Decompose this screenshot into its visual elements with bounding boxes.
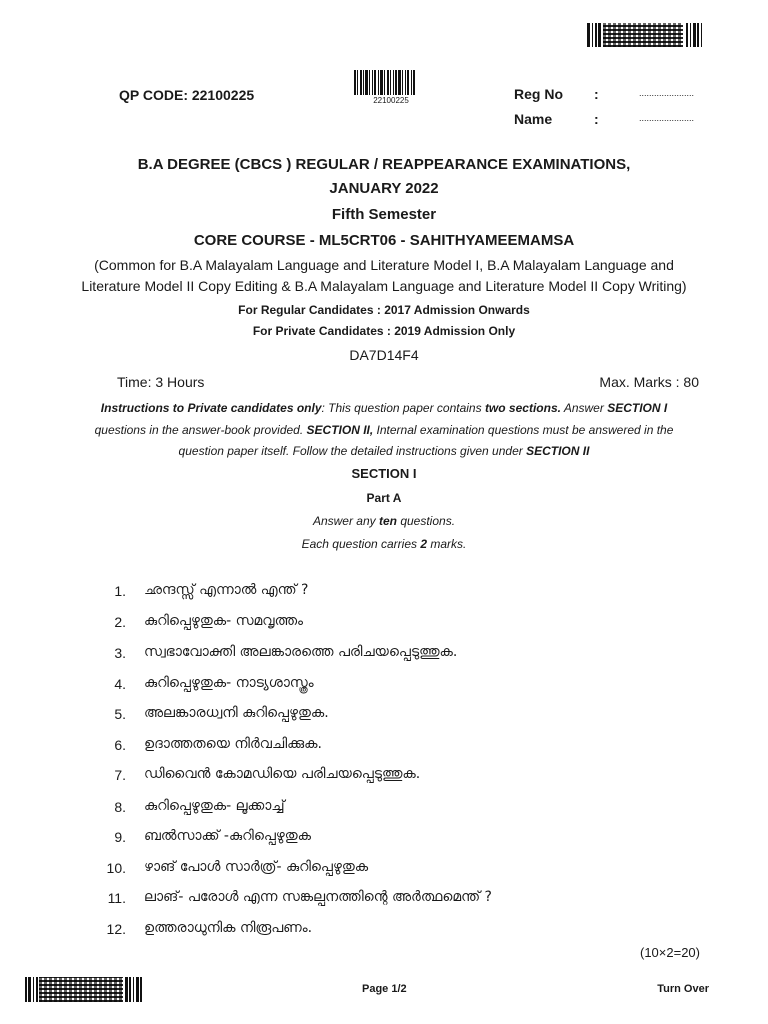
center-barcode (354, 70, 428, 95)
reg-no-field[interactable]: ...................... (639, 88, 695, 98)
common-note-line2: Literature Model II Copy Editing & B.A Malayalam Language and Literature Model II Copy Writing) (81, 278, 687, 294)
question-number: 8. (114, 799, 126, 815)
instructions-text: Internal examination questions must be answered in the (373, 423, 674, 437)
instructions-line3 (0, 444, 768, 458)
exam-title-line2: JANUARY 2022 (329, 180, 439, 197)
marks-instruction-text: marks. (427, 537, 467, 551)
question-text: ലാങ്- പരോൾ എന്ന സങ്കല്പനത്തിന്റെ അർത്ഥമെന്ത് ? (144, 889, 492, 905)
question-number: 5. (114, 706, 126, 722)
qp-code: QP CODE: 22100225 (119, 87, 255, 103)
question-text: അലങ്കാരധ്വനി കുറിപ്പെഴുതുക. (144, 705, 329, 721)
time-allowed: Time: 3 Hours (117, 374, 205, 390)
name-label: Name (514, 111, 553, 127)
marks-instruction-text: Each question carries (301, 537, 421, 551)
section-title: SECTION I (351, 466, 417, 481)
question-number: 11. (107, 890, 126, 906)
instructions-text: Answer (560, 401, 608, 415)
question-text: സ്വഭാവോക്തി അലങ്കാരത്തെ പരിചയപ്പെടുത്തുക. (144, 644, 458, 660)
max-marks: Max. Marks : 80 (599, 374, 699, 390)
marks-count: 2 (420, 537, 428, 551)
instructions-emphasis: two sections. (484, 401, 561, 415)
bottom-left-barcode (25, 977, 157, 1002)
question-text: കുറിപ്പെഴുതുക- നാട്യശാസ്ത്രം (144, 675, 314, 691)
question-number: 12. (106, 921, 126, 937)
question-number: 2. (114, 614, 126, 630)
question-text: കുറിപ്പെഴുതുക- സമവൃത്തം (144, 613, 303, 629)
question-text: ഡിവൈൻ കോമഡിയെ പരിചയപ്പെടുത്തുക. (144, 766, 421, 782)
common-note-line1: (Common for B.A Malayalam Language and Literature Model I, B.A Malayalam Language and (94, 257, 674, 273)
question-text: ഉത്തരാധുനിക നിരൂപണം. (144, 920, 313, 936)
instructions-emphasis: SECTION II, (306, 423, 374, 437)
name-colon: : (594, 111, 599, 127)
part-title: Part A (366, 491, 402, 505)
instructions-emphasis: SECTION II (526, 444, 590, 458)
question-number: 7. (114, 767, 126, 783)
marks-total: (10×2=20) (640, 945, 700, 960)
instructions-text: questions in the answer-book provided. (94, 423, 307, 437)
question-number: 3. (114, 645, 126, 661)
reg-no-label: Reg No (514, 86, 563, 102)
regular-candidates: For Regular Candidates : 2017 Admission Onwards (238, 303, 530, 317)
name-field[interactable]: ...................... (639, 113, 695, 123)
question-number: 1. (114, 583, 126, 599)
question-number: 9. (114, 829, 126, 845)
question-number: 4. (114, 676, 126, 692)
semester: Fifth Semester (331, 206, 437, 223)
marks-instruction (0, 537, 768, 551)
instructions-heading: Instructions to Private candidates only (100, 401, 322, 415)
instructions-text: question paper itself. Follow the detailed instructions given under (178, 444, 527, 458)
course-title: CORE COURSE - ML5CRT06 - SAHITHYAMEEMAMSA (193, 232, 575, 249)
page-number: Page 1/2 (362, 983, 407, 995)
answer-instruction-text: Answer any (312, 514, 379, 528)
question-text: ഛന്ദസ്സ് എന്നാൽ എന്ത് ? (144, 582, 309, 598)
question-text: ഉദാത്തതയെ നിർവചിക്കുക. (144, 736, 322, 752)
question-text: കുറിപ്പെഴുതുക- ലൂക്കാച്ച് (144, 798, 285, 814)
answer-count: ten (378, 514, 397, 528)
turn-over: Turn Over (657, 983, 709, 995)
instructions-emphasis: SECTION I (607, 401, 668, 415)
question-number: 10. (106, 860, 126, 876)
instructions-line1 (0, 401, 768, 415)
answer-instruction (0, 514, 768, 528)
question-text: ബൽസാക്ക് -കുറിപ്പെഴുതുക (144, 828, 312, 844)
paper-code: DA7D14F4 (349, 347, 419, 363)
question-text: ഴാങ് പോൾ സാർത്ര്- കുറിപ്പെഴുതുക (144, 859, 369, 875)
question-number: 6. (114, 737, 126, 753)
exam-title-line1: B.A DEGREE (CBCS ) REGULAR / REAPPEARANCE EXAMINATIONS, (137, 156, 631, 173)
answer-instruction-text: questions. (396, 514, 456, 528)
top-right-barcode (587, 23, 717, 47)
instructions-line2 (0, 423, 768, 437)
instructions-text: : This question paper contains (321, 401, 485, 415)
private-candidates: For Private Candidates : 2019 Admission Only (252, 324, 516, 338)
reg-no-colon: : (594, 86, 599, 102)
center-barcode-number: 22100225 (373, 96, 409, 105)
